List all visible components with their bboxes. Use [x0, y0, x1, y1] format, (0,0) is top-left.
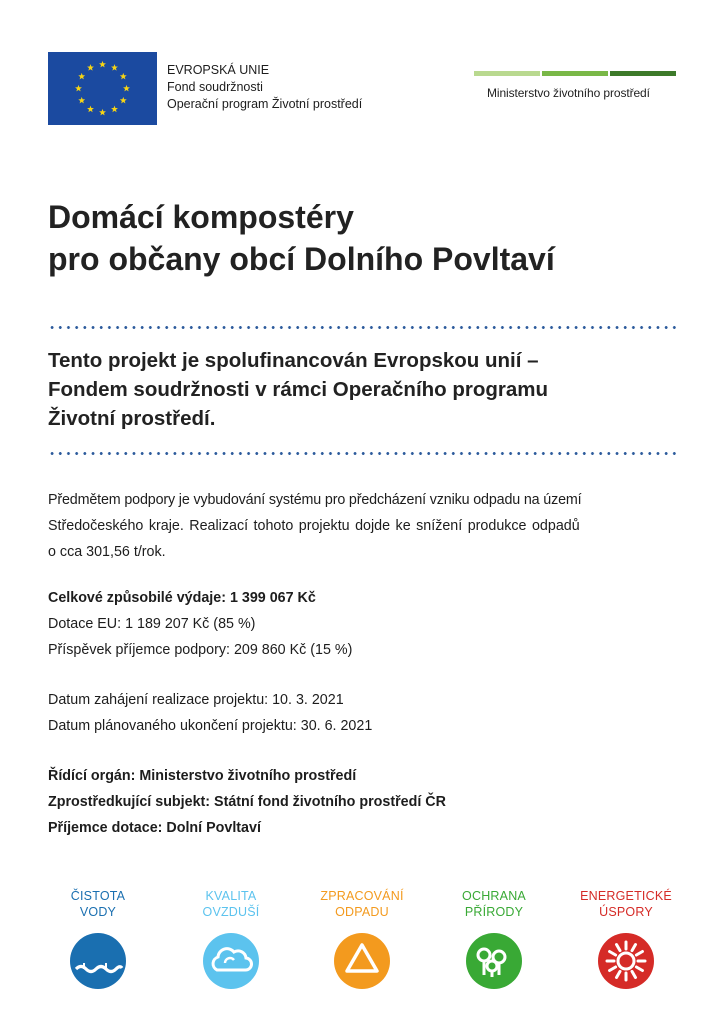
title-line-1: Domácí kompostéry — [48, 199, 354, 235]
description-line-3: o cca 301,56 t/rok. — [48, 544, 166, 560]
pillar-waste-label-2: ODPADU — [335, 905, 389, 919]
subtitle-line-3: Životní prostředí. — [48, 407, 216, 430]
sun-ray — [617, 971, 621, 977]
pillar-waste — [302, 888, 422, 920]
eu-star — [111, 106, 118, 113]
eu-line-3: Operační program Životní prostředí — [167, 97, 363, 111]
cofinancing-statement — [48, 346, 678, 433]
eu-star — [87, 106, 94, 113]
pillar-energy-label-1: ENERGETICKÉ — [580, 889, 672, 903]
pillar-energy — [566, 888, 686, 920]
sun-ray — [632, 971, 636, 977]
trees-icon — [466, 933, 522, 989]
title-line-2: pro občany obcí Dolního Povltaví — [48, 241, 555, 277]
cloud-icon — [203, 933, 259, 989]
start-date: Datum zahájení realizace projektu: 10. 3. 2021 — [48, 692, 344, 708]
eu-star — [78, 73, 85, 80]
eu-stars-icon — [48, 52, 157, 125]
ministry-logo-bars — [474, 71, 676, 76]
page-title — [48, 196, 688, 280]
responsible-bodies — [48, 763, 678, 841]
total-cost: Celkové způsobilé výdaje: 1 399 067 Kč — [48, 590, 316, 606]
eu-star — [120, 73, 127, 80]
eu-star — [111, 64, 118, 71]
eu-star — [99, 109, 106, 116]
pillar-nature — [434, 888, 554, 920]
pillar-waste-label-1: ZPRACOVÁNÍ — [320, 889, 404, 903]
eu-flag — [48, 52, 157, 125]
pillar-nature-label-1: OCHRANA — [462, 889, 526, 903]
cost-block — [48, 585, 678, 663]
pillar-air-label-1: KVALITA — [205, 889, 257, 903]
sun-ray — [632, 945, 636, 951]
eu-star — [120, 97, 127, 104]
subtitle-line-2: Fondem soudržnosti v rámci Operačního programu — [48, 378, 549, 401]
ministry-bar-mid — [542, 71, 608, 76]
sun-ray — [636, 952, 642, 956]
eu-subsidy: Dotace EU: 1 189 207 Kč (85 %) — [48, 616, 256, 632]
ministry-bar-dark — [610, 71, 676, 76]
ministry-bar-light — [474, 71, 540, 76]
pillar-air-label-2: OVZDUŠÍ — [202, 905, 260, 919]
eu-program-text — [167, 62, 362, 113]
subtitle-line-1: Tento projekt je spolufinancován Evropskou unií – — [48, 349, 539, 372]
intermediate-body: Zprostředkující subjekt: Státní fond životního prostředí ČR — [48, 794, 446, 810]
eu-star — [87, 64, 94, 71]
description-line-1: Předmětem podpory je vybudování systému pro předcházení vzniku odpadu na území — [48, 492, 582, 508]
sun-ray — [610, 967, 616, 971]
pillar-water — [38, 888, 158, 920]
water-drops-icon — [70, 933, 126, 989]
dotted-divider-bottom — [48, 452, 676, 455]
eu-star — [78, 97, 85, 104]
pillar-water-label-1: ČISTOTA — [70, 889, 126, 903]
pillar-air — [171, 888, 291, 920]
recycle-triangle-icon — [334, 933, 390, 989]
eu-star — [75, 85, 82, 92]
dotted-divider-top — [48, 326, 676, 329]
sun-icon — [598, 933, 654, 989]
eu-star — [123, 85, 130, 92]
managing-authority: Řídící orgán: Ministerstvo životního prostředí — [48, 768, 357, 784]
ministry-name: Ministerstvo životního prostředí — [487, 86, 650, 100]
eu-line-2: Fond soudržnosti — [167, 80, 263, 94]
sun-ray — [617, 945, 621, 951]
grant-recipient: Příjemce dotace: Dolní Povltaví — [48, 820, 261, 836]
description-line-2: Středočeského kraje. Realizací tohoto projektu dojde ke snížení produkce odpadů — [48, 518, 580, 534]
eu-line-1: EVROPSKÁ UNIE — [167, 63, 270, 77]
sun-ray — [636, 967, 642, 971]
pillar-water-label-2: VODY — [79, 905, 117, 919]
pillar-nature-label-2: PŘÍRODY — [464, 905, 524, 919]
recipient-contribution: Příspěvek příjemce podpory: 209 860 Kč (15 %) — [48, 642, 353, 658]
sun-ray — [610, 952, 616, 956]
project-description — [48, 487, 678, 565]
end-date: Datum plánovaného ukončení projektu: 30. 6. 2021 — [48, 718, 373, 734]
eu-star — [99, 61, 106, 68]
pillar-energy-label-2: ÚSPORY — [599, 905, 653, 919]
dates-block — [48, 687, 678, 739]
